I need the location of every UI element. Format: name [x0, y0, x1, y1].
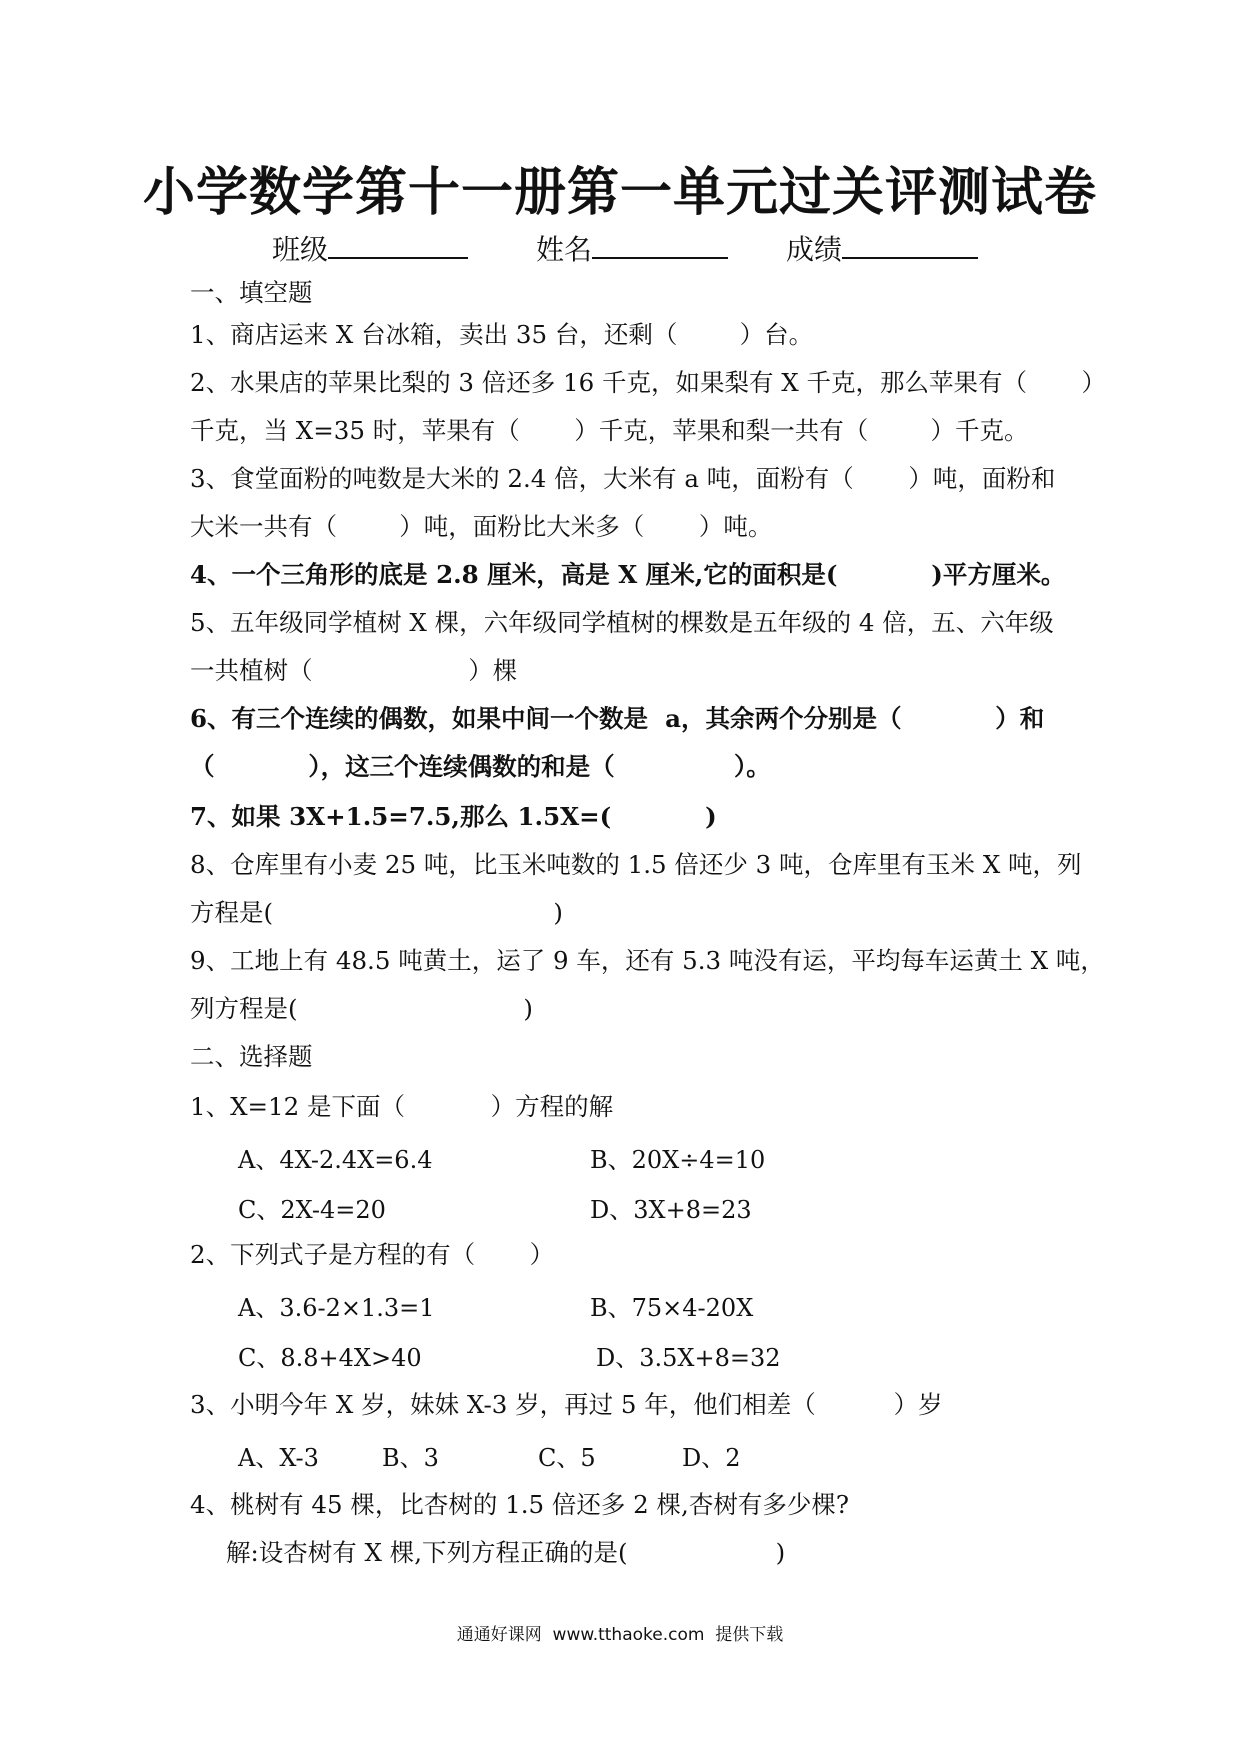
- choice-question-4: 4、桃树有 45 棵，比杏树的 1.5 倍还多 2 棵,杏树有多少棵?: [190, 1490, 849, 1519]
- q2-option-d: D、3.5X+8=32: [596, 1344, 781, 1372]
- q3-option-d: D、2: [682, 1444, 741, 1472]
- name-blank[interactable]: [592, 229, 728, 259]
- exam-title: 小学数学第十一册第一单元过关评测试卷: [142, 163, 1097, 223]
- fill-line: 一共植树（ ）棵: [190, 656, 518, 685]
- class-field: [272, 228, 468, 268]
- score-label: 成绩: [786, 233, 843, 266]
- choice-question-3: 3、小明今年 X 岁，妹妹 X-3 岁，再过 5 年，他们相差（ ）岁: [190, 1390, 943, 1419]
- q1-option-c: C、2X-4=20: [238, 1196, 386, 1224]
- fill-line: 2、水果店的苹果比梨的 3 倍还多 16 千克，如果梨有 X 千克，那么苹果有（ ）: [190, 368, 1107, 397]
- fill-line: 6、有三个连续的偶数，如果中间一个数是 a，其余两个分别是（ ）和: [190, 704, 1045, 733]
- fill-line: 3、食堂面粉的吨数是大米的 2.4 倍，大米有 a 吨，面粉有（ ）吨，面粉和: [190, 464, 1056, 493]
- name-field: [536, 228, 728, 268]
- fill-line: 8、仓库里有小麦 25 吨，比玉米吨数的 1.5 倍还少 3 吨，仓库里有玉米 X 吨，列: [190, 850, 1082, 879]
- fill-line: 方程是( ): [190, 898, 563, 927]
- q2-option-c: C、8.8+4X>40: [238, 1344, 422, 1372]
- score-field: [786, 228, 978, 268]
- q1-option-a: A、4X-2.4X=6.4: [238, 1146, 433, 1174]
- q1-option-d: D、3X+8=23: [590, 1196, 752, 1224]
- footer-credit: 通通好课网 www.tthaoke.com 提供下载: [456, 1625, 784, 1645]
- q3-option-b: B、3: [382, 1444, 439, 1472]
- fill-line: 7、如果 3X+1.5=7.5,那么 1.5X=( ): [190, 802, 717, 831]
- fill-line: 9、工地上有 48.5 吨黄土，运了 9 车，还有 5.3 吨没有运，平均每车运黄土 X 吨，: [190, 946, 1105, 975]
- fill-line: 5、五年级同学植树 X 棵，六年级同学植树的棵数是五年级的 4 倍，五、六年级: [190, 608, 1054, 637]
- fill-line: （ ），这三个连续偶数的和是（ ）。: [190, 752, 771, 781]
- q3-option-a: A、X-3: [238, 1444, 319, 1472]
- score-blank[interactable]: [842, 229, 978, 259]
- section-heading-choice: 二、选择题: [190, 1042, 313, 1071]
- fill-line: 千克，当 X=35 时，苹果有（ ）千克，苹果和梨一共有（ ）千克。: [190, 416, 1029, 445]
- choice-question-4-sub: 解:设杏树有 X 棵,下列方程正确的是( ): [226, 1538, 786, 1567]
- q2-option-b: B、75×4-20X: [590, 1294, 754, 1322]
- section-heading-fill-blank: 一、填空题: [190, 278, 313, 307]
- q2-option-a: A、3.6-2×1.3=1: [238, 1294, 435, 1322]
- choice-question-1: 1、X=12 是下面（ ）方程的解: [190, 1092, 614, 1121]
- class-blank[interactable]: [328, 229, 468, 259]
- fill-line: 1、商店运来 X 台冰箱，卖出 35 台，还剩（ ）台。: [190, 320, 814, 349]
- name-label: 姓名: [536, 233, 593, 266]
- fill-line: 4、一个三角形的底是 2.8 厘米，高是 X 厘米,它的面积是( )平方厘米。: [190, 560, 1066, 589]
- fill-line: 大米一共有（ ）吨，面粉比大米多（ ）吨。: [190, 512, 773, 541]
- q1-option-b: B、20X÷4=10: [590, 1146, 766, 1174]
- class-label: 班级: [272, 233, 329, 266]
- fill-line: 列方程是( ): [190, 994, 533, 1023]
- q3-option-c: C、5: [538, 1444, 596, 1472]
- choice-question-2: 2、下列式子是方程的有（ ）: [190, 1240, 555, 1269]
